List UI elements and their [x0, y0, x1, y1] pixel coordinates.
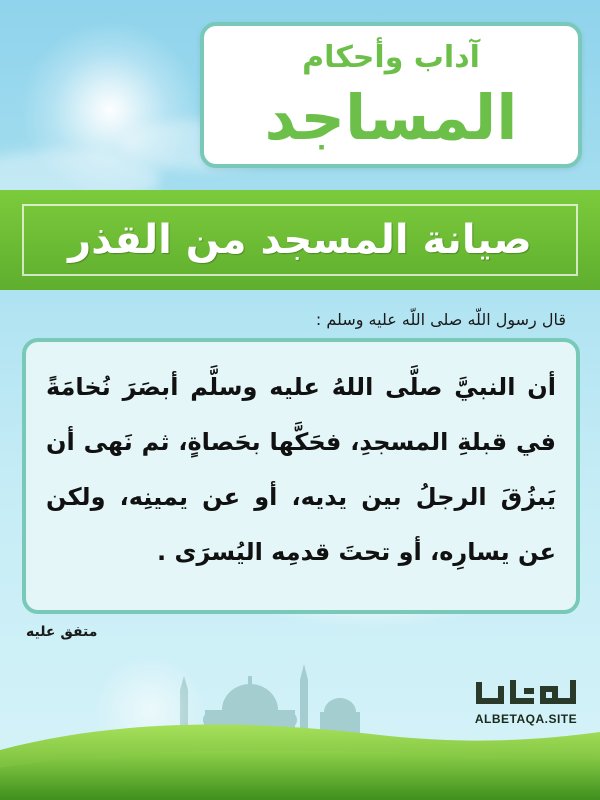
title-card [200, 22, 582, 168]
intro-text: قال رسول اللّه صلى اللّه عليه وسلم : [315, 310, 566, 329]
header-title: المساجد [264, 81, 518, 154]
albetaqa-logo-icon [472, 676, 580, 708]
topic-banner [0, 190, 600, 290]
site-url: ALBETAQA.SITE [474, 712, 578, 726]
source-reference: متفق عليه [26, 624, 98, 640]
hadith-text: أن النبيَّ صلَّى اللهُ عليه وسلَّم أبصَرَ نُخامَةً في قبلةِ المسجدِ، فحَكَّها بحَصاةٍ، ثم نَهى أن يَبزُقَ الرجلُ بين يديه، أو عن يمينِه، ولكن عن يسارِه، أو تحتَ قدمِه اليُسرَى . [46, 373, 556, 566]
hadith-box [22, 338, 580, 614]
header-subtitle: آداب وأحكام [302, 40, 480, 75]
banner-title: صيانة المسجد من القذر [22, 204, 578, 276]
site-logo [466, 676, 586, 728]
